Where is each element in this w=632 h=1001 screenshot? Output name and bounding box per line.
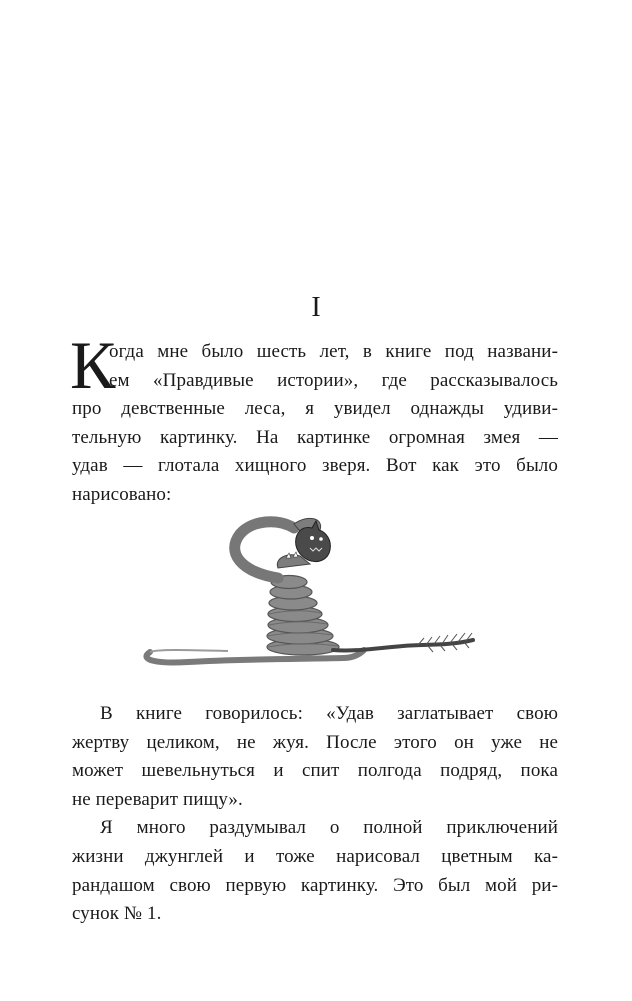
paragraph-book-quote: [72, 700, 558, 929]
drop-cap: К: [70, 327, 116, 403]
text-line: про девственные леса, я увидел однажды удиви-: [72, 398, 558, 420]
text-line: не переварит пищу».: [72, 788, 243, 810]
text-line: может шевельнуться и спит полгода подряд, пока: [72, 760, 558, 782]
paragraph-intro: [70, 327, 558, 510]
text-line-content: огда мне было шесть лет, в книге под названи-: [109, 341, 558, 362]
text-line: Я много раздумывал о полной приключений: [100, 817, 558, 839]
boa-swallowing-beast-icon: [128, 512, 508, 672]
text-line: жертву целиком, не жуя. После этого он уже не: [72, 731, 558, 753]
text-line: тельную картинку. На картинке огромная змея —: [72, 426, 558, 448]
text-line: жизни джунглей и тоже нарисовал цветным ка-: [72, 845, 558, 867]
chapter-number: I: [311, 292, 321, 323]
text-line: В книге говорилось: «Удав заглатывает свою: [100, 703, 558, 724]
text-line: нарисовано:: [72, 483, 172, 505]
text-line: рандашом свою первую картинку. Это был мой ри-: [72, 874, 558, 896]
text-line: сунок № 1.: [72, 903, 162, 925]
text-line: удав — глотала хищного зверя. Вот как это было: [72, 455, 558, 477]
text-line: ем «Правдивые истории», где рассказывалось: [109, 369, 558, 391]
